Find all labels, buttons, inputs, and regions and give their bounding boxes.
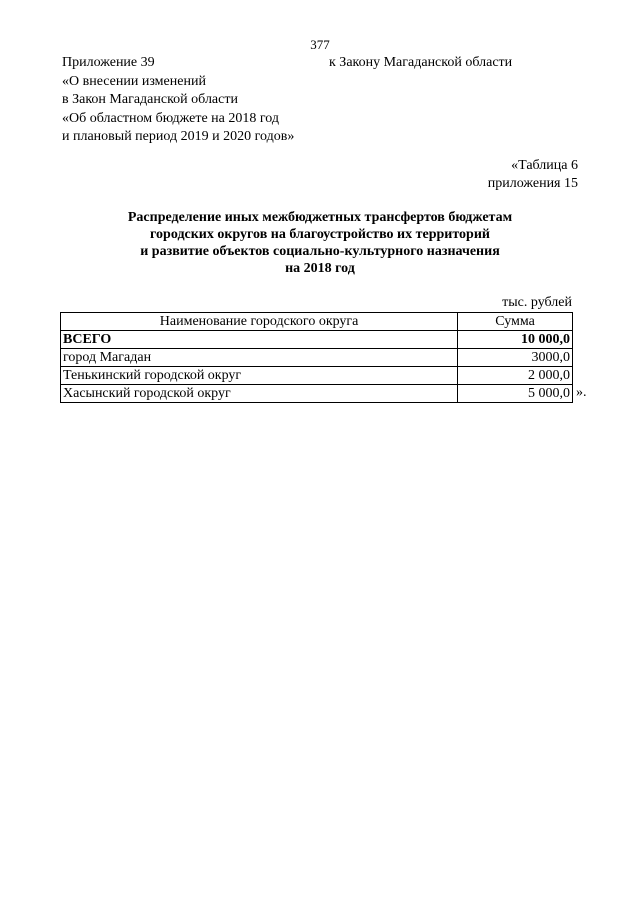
table-row (61, 367, 573, 385)
title-line: городских округов на благоустройство их территорий (150, 227, 490, 242)
table-row (61, 385, 573, 403)
table-row (61, 349, 573, 367)
column-header-name: Наименование городского округа (61, 313, 458, 331)
law-reference: к Закону Магаданской области (329, 55, 513, 70)
row-sum: 10 000,0 (458, 331, 573, 349)
table-reference-line: «Таблица 6 (511, 158, 578, 173)
appendix-line: «О внесении изменений (62, 73, 206, 89)
appendix-line: в Закон Магаданской области (62, 92, 238, 107)
title-line: на 2018 год (285, 261, 355, 276)
transfers-table (60, 312, 573, 403)
row-sum: 5 000,0 (458, 385, 573, 403)
row-sum: 2 000,0 (458, 367, 573, 385)
table-reference-line: приложения 15 (487, 176, 578, 191)
appendix-header (62, 54, 294, 147)
document-title (0, 209, 640, 277)
row-name: ВСЕГО (61, 331, 458, 349)
appendix-line: и плановый период 2019 и 2020 годов» (62, 129, 295, 144)
title-line: и развитие объектов социально-культурного назначения (140, 244, 500, 259)
row-sum: 3000,0 (458, 349, 573, 367)
row-name: Хасынский городской округ (61, 385, 458, 403)
row-name: Тенькинский городской округ (61, 367, 458, 385)
title-line: Распределение иных межбюджетных трансфертов бюджетам (127, 210, 513, 225)
appendix-line: «Об областном бюджете на 2018 год (62, 110, 279, 126)
units-label: тыс. рублей (502, 295, 572, 310)
appendix-line: Приложение 39 (62, 55, 155, 70)
row-name: город Магадан (61, 349, 458, 367)
table-header-row (61, 313, 573, 331)
closing-quote: ». (576, 385, 587, 400)
table-reference (488, 157, 578, 193)
page-number: 377 (310, 37, 330, 52)
column-header-sum: Сумма (458, 313, 573, 331)
table-row-total (61, 331, 573, 349)
